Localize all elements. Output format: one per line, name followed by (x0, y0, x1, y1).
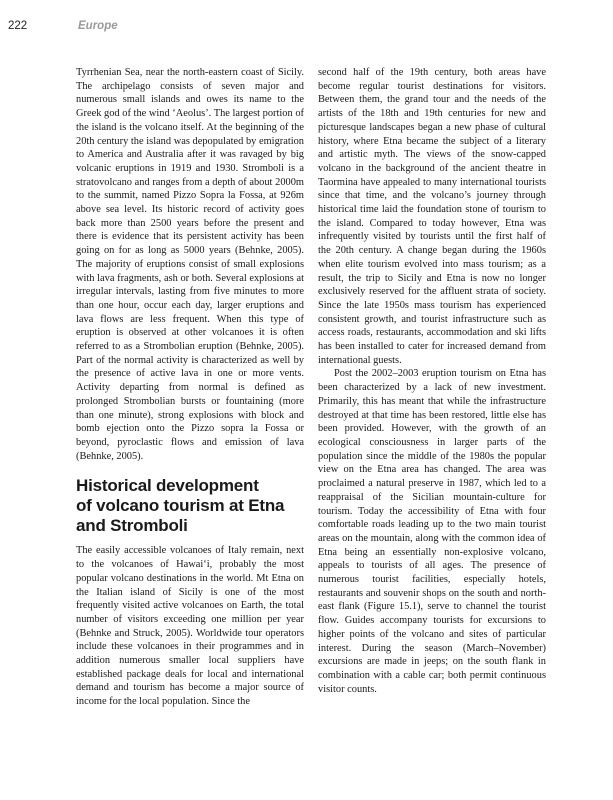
section-heading-line: of volcano tourism at Etna (76, 496, 285, 516)
chapter-title: Europe (78, 20, 118, 32)
page-number: 222 (8, 20, 28, 32)
body-paragraph: second half of the 19th century, both areas have become regular tourist destinations for visitors. Between them, the grand tour and the needs of the artists of the 18th and 19th centuries for new and picturesque landscapes began a new phase of cultural history, where Etna became the subject of a literary and artistic myth. The views of the snow-capped volcano in the background of the ancient theatre in Taormina have appealed to many international tourists since that time, and the volcano’s journey through historical time laid the foundation stone of tourism to the island. Compared to today however, Etna was infrequently visited by tourists until the first half of the 20th century. A change began during the 1960s when elite tourism evolved into mass tourism; as a result, the trip to Sicily and Etna is now no longer exclusively reserved for the affluent strata of society. Since the late 1950s mass tourism has experienced consistent growth, and tourist infrastructure such as access roads, restaurants, accommodation and ski lifts has been installed to cater for increased demand from international guests. (318, 67, 546, 366)
left-column (76, 66, 304, 709)
body-paragraph: Post the 2002–2003 eruption tourism on Etna has been characterized by a lack of new investment. Primarily, this has meant that while the infrastructure destroyed at that time has been restored, little else has been provided. However, with the growth of an ecological consciousness in larger parts of the population since the middle of the 1980s the popular view on the Etna area has changed. The area was proclaimed a natural preserve in 1987, which led to a reappraisal of the Sicilian mountain-culture for tourism. Today the accessibility of Etna with four comfortable roads leading up to the two main tourist areas on the mountain, along with the common idea of Etna being an essentially non-explosive volcano, appeals to tourists of all ages. The presence of numerous tourist facilities, especially hotels, restaurants and souvenir shops on the south and north-east flank (Figure 15.1), serve to channel the tourist flow. Guides accompany tourists for excursions to higher points of the volcano and sites of particular interest. During the season (March–November) excursions are made in jeeps; on the south flank in combination with a cable car; both permit continuous visitor counts. (318, 368, 546, 695)
section-heading-line: and Stromboli (76, 516, 188, 536)
body-paragraph: Tyrrhenian Sea, near the north-eastern coast of Sicily. The archipelago consists of seven major and numerous small islands and owes its name to the Greek god of the wind ‘Aeolus’. The largest portion of the island is the volcano itself. At the beginning of the 20th century the island was depopulated by emigration to America and Australia after it was ravaged by big volcanic eruptions in 1919 and 1930. Stromboli is a stratovolcano and ranges from a depth of about 2000m to the summit, named Pizzo Sopra la Fossa, at 926m above sea level. Its historic record of activity goes back more than 2500 years before the present and there is evidence that its persistent activity has been going on for as long as 5000 years (Behnke, 2005). The majority of eruptions consist of small explosions with lava fragments, ash or both. Several explosions at irregular intervals, lasting from five minutes to more than one hour, occur each day, larger eruptions and lava flows are less frequent. When this type of eruption is observed at other volcanoes it is often referred to as a Strombolian eruption (Behnke, 2005). Part of the normal activity is characterized as well by the presence of active lava in one or more vents. Activity departing from normal is defined as prolonged Strombolian bursts or fountaining (more than one minute), strong explosions with block and bomb ejection onto the Pizzo sopra la Fossa or beyond, pyroclastic flows and emission of lava (Behnke, 2005). (76, 67, 304, 462)
section-heading-line: Historical development (76, 476, 259, 496)
body-paragraph: The easily accessible volcanoes of Italy remain, next to the volcanoes of Hawai‘i, probably the most popular volcano destinations in the world. Mt Etna on the Italian island of Sicily is one of the most frequently visited active volcanoes on Earth, the total number of visitors exceeding one million per year (Behnke and Struck, 2005). Worldwide tour operators include these volcanoes in their programmes and in addition numerous smaller local suppliers have established package deals for local and international demand and tourism has become a major source of income for the local population. Since the (76, 545, 304, 708)
section-heading (76, 476, 304, 536)
right-column (318, 66, 546, 696)
running-header (0, 0, 613, 34)
